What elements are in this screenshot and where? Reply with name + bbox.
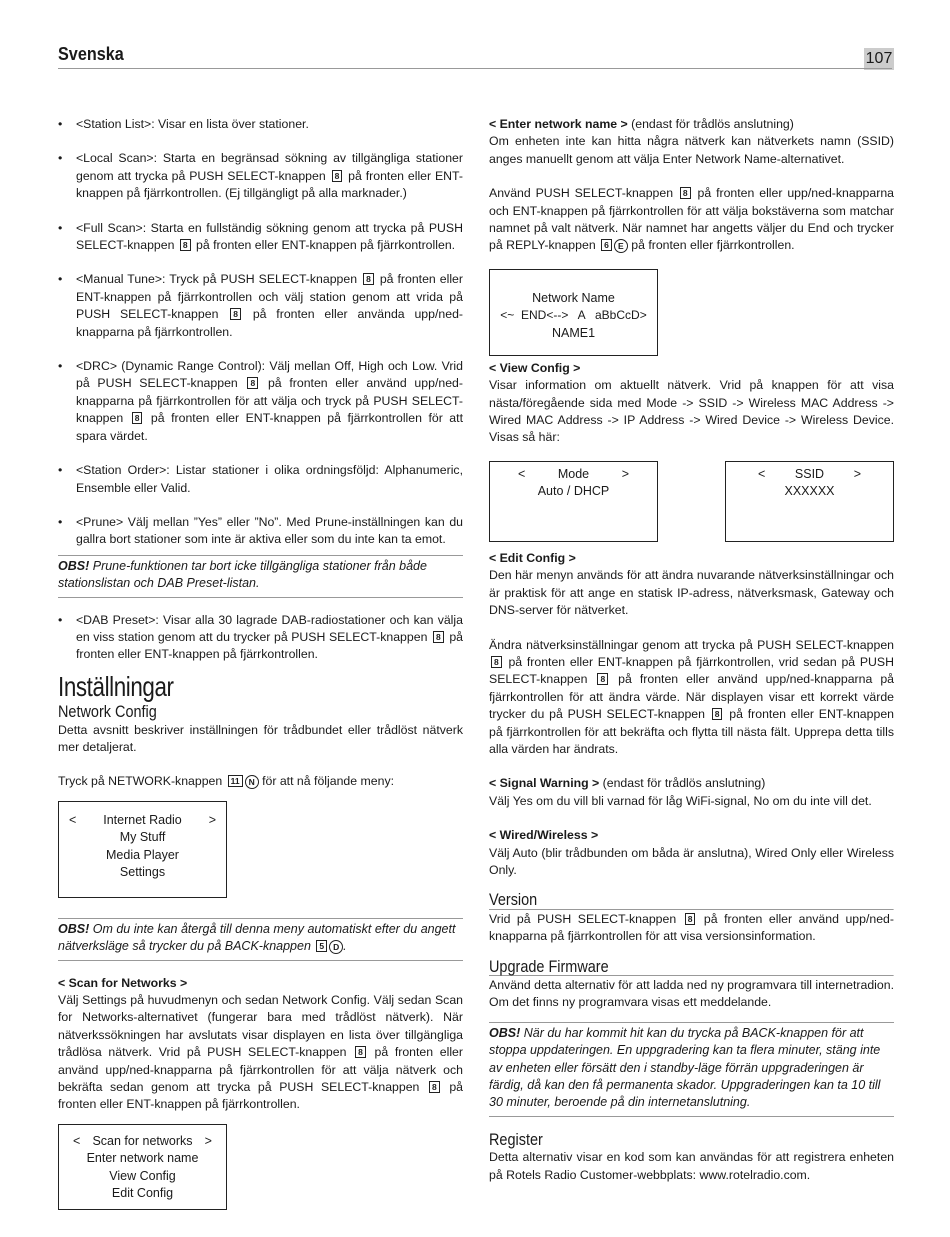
display-line: Network Name	[532, 290, 615, 305]
register-heading: Register	[489, 1129, 543, 1149]
view-config-text: Visar information om aktuellt nätverk. Vrid på knappen för att visa nästa/föregående sida med Mode -> SSID -> Wireless MAC Address -> Wired MAC Address -> IP Address -> Wired Device -> Wireless Device. Visas så här:	[489, 378, 894, 445]
signal-warning-heading	[489, 775, 894, 792]
select-key-icon: 8	[491, 656, 502, 668]
view-config-displays	[489, 461, 894, 542]
version-text	[489, 911, 894, 946]
page-number: 107	[864, 48, 894, 70]
bullet-prune	[58, 514, 463, 549]
text: på fronten eller ENT-knappen på fjärrkontrollen, vrid sedan på PUSH SELECT-knappen	[489, 654, 895, 687]
text: på fronten eller ENT-knappen på fjärrkontrollen för att bekräfta och flytta till nästa fält. Upprepa detta tills alla värden har ändrats.	[489, 707, 894, 756]
select-key-icon: 8	[433, 631, 444, 643]
select-key-icon: 8	[685, 913, 696, 925]
bullet-dab-preset	[58, 612, 463, 664]
menu-line: Edit Config	[111, 1186, 174, 1201]
scan-networks-text	[58, 992, 463, 1114]
left-column	[58, 116, 463, 1210]
bullet-text: <Prune> Välj mellan ”Yes” eller ”No”. Med Prune-inställningen kan du gallra bort stationer som inte är aktiva eller som du inte kan ta emot.	[76, 514, 463, 547]
edit-config-text: Den här menyn används för att ändra nuvarande nätverksinställningar och är praktisk för att ange en statisk IP-adress, nätverksmask, Gateway och DNS-server för nätverket.	[489, 568, 894, 618]
display-ssid	[725, 461, 894, 542]
select-key-icon: 8	[712, 708, 723, 720]
bullet-text: <Station Order>: Listar stationer i olika ordningsföljd: Alphanumeric, Ensemble eller Valid.	[76, 463, 463, 495]
select-key-icon: 8	[230, 308, 241, 320]
heading-text: Version	[489, 890, 538, 910]
text: Använd PUSH SELECT-knappen	[489, 186, 674, 201]
edit-config-heading: < Edit Config >	[489, 550, 576, 565]
header-language: Svenska	[58, 44, 124, 64]
wired-wireless-heading: < Wired/Wireless >	[489, 828, 599, 843]
register-text: Detta alternativ visar en kod som kan användas för att registrera enheten på Rotels Radio Customer-webbplats: www.rotelradio.com.	[489, 1150, 894, 1182]
select-key-icon: 8	[332, 170, 343, 182]
text: på fronten eller använd upp/ned-knapparna på fjärrkontrollen för att ändra värde. När displayen visar ett korrekt värde trycker du på PUSH SELECT-knappen	[489, 672, 895, 722]
network-press-text	[58, 773, 463, 790]
edit-config-instructions	[489, 637, 894, 759]
reply-key-icon: 6	[601, 239, 612, 251]
display-line: XXXXXX	[784, 484, 835, 499]
display-mode	[489, 461, 658, 542]
display-line: SSID	[794, 466, 825, 481]
bullet-text: på fronten eller ENT-knappen på fjärrkontrollen.	[196, 238, 456, 253]
obs-text: Prune-funktionen tar bort icke tillgängliga stationer från både stationslistan och DAB Preset-listan.	[58, 558, 427, 591]
select-key-icon: 8	[363, 273, 374, 285]
bullet-text: på fronten eller använda upp/ned-knapparna på fjärrkontrollen.	[76, 307, 464, 339]
menu-line: Scan for networks	[92, 1133, 193, 1148]
obs-note-prune	[58, 555, 463, 598]
bullet-text: på fronten eller ENT-knappen på fjärrkontrollen för att spara värdet.	[76, 411, 463, 443]
display-menu-main	[58, 801, 227, 898]
upgrade-text: Använd detta alternativ för att ladda ned ny programvara till internetradion. Om det finns ny programvara visas ett meddelande.	[489, 978, 894, 1010]
arrow-right-icon: >	[204, 1133, 212, 1148]
display-line: Auto / DHCP	[537, 484, 610, 499]
menu-line: Enter network name	[86, 1151, 199, 1166]
back-key-icon: 5	[316, 940, 327, 952]
bullet-full-scan	[58, 220, 463, 255]
text: på fronten eller fjärrkontrollen.	[631, 238, 795, 253]
section-title: Inställningar	[58, 670, 174, 702]
select-key-icon: 8	[180, 239, 191, 251]
text: Vrid på PUSH SELECT-knappen	[489, 911, 677, 926]
select-key-icon: 8	[247, 377, 258, 389]
select-key-icon: 8	[355, 1046, 366, 1058]
enter-name-instructions	[489, 185, 894, 255]
menu-line: Internet Radio	[103, 812, 182, 827]
version-heading	[489, 891, 894, 909]
signal-warning-text: Välj Yes om du vill bli varnad för låg WiFi-signal, No om du inte vill det.	[489, 793, 872, 808]
select-key-icon: 8	[429, 1081, 440, 1093]
obs-note-back: OBS! Om du inte kan återgå till denna meny automatiskt efter du angett nätverksläge så trycker du på BACK-knappen 5 D .	[58, 918, 463, 961]
note: (endast för trådlös anslutning)	[631, 117, 794, 131]
bullet-text: <DAB Preset>: Visar alla 30 lagrade DAB-radiostationer och kan välja en viss station genom att du trycker på PUSH SELECT-knappen	[76, 612, 463, 644]
bullet-text: på fronten eller ENT-knappen på fjärrkontrollen och välj station genom att vrida på PUSH SELECT-knappen	[76, 272, 463, 322]
network-key-icon: 11	[228, 775, 243, 787]
bullet-text: <Station List>: Visar en lista över stationer.	[76, 117, 309, 131]
select-key-icon: 8	[132, 412, 143, 424]
arrow-left-icon: <	[73, 1133, 81, 1148]
text: för att nå följande meny:	[262, 774, 395, 789]
enter-name-heading	[489, 116, 894, 133]
display-line: <~ END<--> A aBbCcD>	[500, 308, 647, 323]
bullet-text: <Full Scan>: Starta en fullständig sökning genom att trycka på PUSH SELECT-knappen	[76, 220, 463, 253]
arrow-right-icon: >	[853, 466, 861, 481]
text: på fronten eller använd upp/ned-knapparna på fjärrkontrollen för att visa versionsinformation.	[489, 911, 894, 944]
network-config-text: Detta avsnitt beskriver inställningen för trådbundet eller trådlöst nätverk mer detaljerat.	[58, 722, 463, 754]
wired-wireless-text: Välj Auto (blir trådbunden om båda är anslutna), Wired Only eller Wireless Only.	[489, 845, 894, 877]
select-key-icon: 8	[597, 673, 608, 685]
heading-text: Upgrade Firmware	[489, 956, 609, 976]
arrow-left-icon: <	[69, 812, 77, 827]
text: på fronten eller ENT-knappen på fjärrkontrollen.	[58, 1080, 463, 1112]
bullet-text: <Manual Tune>: Tryck på PUSH SELECT-knappen	[76, 272, 358, 287]
network-letter-icon: N	[245, 775, 259, 789]
menu-line: View Config	[109, 1168, 176, 1183]
display-network-name	[489, 269, 658, 356]
subheading: < Signal Warning >	[489, 776, 600, 791]
obs-label: OBS!	[489, 1025, 521, 1040]
upgrade-heading	[489, 958, 894, 976]
arrow-left-icon: <	[518, 466, 526, 481]
note: (endast för trådlös anslutning)	[602, 776, 766, 791]
bullet-text: <DRC> (Dynamic Range Control): Välj mellan Off, High och Low. Vrid på PUSH SELECT-knappen	[76, 359, 463, 391]
text: Välj Settings på huvudmenyn och sedan Network Config. Välj sedan Scan for Networks-alternativet (fungerar bara med trådlöst nätverk). När nätverkssökningen har avslutats visar displayen en lista över tillgängliga trådlösa nätverk. Vrid på PUSH SELECT-knappen	[58, 993, 463, 1060]
bullet-local-scan	[58, 150, 463, 202]
bullet-station-list	[58, 116, 463, 133]
enter-name-text: Om enheten inte kan hitta några nätverk kan nätverkets namn (SSID) anges manuellt genom att välja Enter Network Name-alternativet.	[489, 134, 894, 166]
arrow-right-icon: >	[621, 466, 629, 481]
text: Ändra nätverksinställningar genom att trycka på PUSH SELECT-knappen	[489, 637, 894, 652]
right-column	[489, 116, 894, 1184]
text: på fronten eller använd upp/ned-knapparna på fjärrkontrollen för att välja nätverk och bekräfta sedan genom att trycka på PUSH SELECT-knappen	[58, 1045, 463, 1095]
reply-letter-icon: E	[614, 239, 628, 253]
scan-networks-heading: < Scan for Networks >	[58, 975, 188, 990]
bullet-text: <Local Scan>: Starta en begränsad sökning av tillgängliga stationer genom att trycka på PUSH SELECT-knappen	[76, 151, 463, 183]
display-line: Mode	[557, 466, 590, 481]
subheading: < Enter network name >	[489, 117, 628, 131]
obs-label: OBS!	[58, 558, 90, 573]
obs-note-upgrade	[489, 1022, 894, 1117]
bullet-text: på fronten eller använd upp/ned-knapparna på fjärrkontrollen för att välja och tryck på PUSH SELECT-knappen	[76, 376, 463, 426]
network-config-heading: Network Config	[58, 702, 157, 722]
select-key-icon: 8	[680, 187, 691, 199]
menu-line: My Stuff	[119, 830, 166, 845]
bullet-drc	[58, 358, 463, 445]
arrow-right-icon: >	[208, 812, 216, 827]
text: på fronten eller upp/ned-knapparna och ENT-knappen på fjärrkontrollen för att välja bokstäverna som matchar namnet på valt nätverk. När namnet har angetts väljer du End och trycker på REPLY-knappen	[489, 186, 894, 253]
bullet-station-order	[58, 462, 463, 497]
obs-text: När du har kommit hit kan du trycka på BACK-knappen för att stoppa uppdateringen. En uppgradering kan ta flera minuter, stäng inte av enheten eller försätt den i standby-läge förrän uppgraderingen är färdig, då kan den få permanenta skador. Uppgraderingen kan ta 10 till 30 minuter, beroende på din internetanslutning.	[489, 1025, 881, 1110]
obs-text: Om du inte kan återgå till denna meny automatiskt efter du angett nätverksläge så trycker du på BACK-knappen	[58, 921, 456, 954]
back-letter-icon: D	[329, 940, 343, 954]
arrow-left-icon: <	[758, 466, 766, 481]
display-line: NAME1	[551, 325, 596, 340]
bullet-text: på fronten eller ENT-knappen på fjärrkontrollen. (Ej tillgängligt på alla marknader.)	[76, 168, 463, 201]
obs-label: OBS!	[58, 921, 90, 936]
bullet-manual-tune	[58, 271, 463, 341]
text: Tryck på NETWORK-knappen	[58, 774, 223, 789]
bullet-text: på fronten eller ENT-knappen på fjärrkontrollen.	[76, 629, 464, 662]
view-config-heading: < View Config >	[489, 360, 581, 375]
menu-line: Settings	[119, 865, 166, 879]
menu-line: Media Player	[106, 847, 179, 862]
display-menu-network	[58, 1124, 227, 1210]
header-rule	[58, 68, 892, 69]
